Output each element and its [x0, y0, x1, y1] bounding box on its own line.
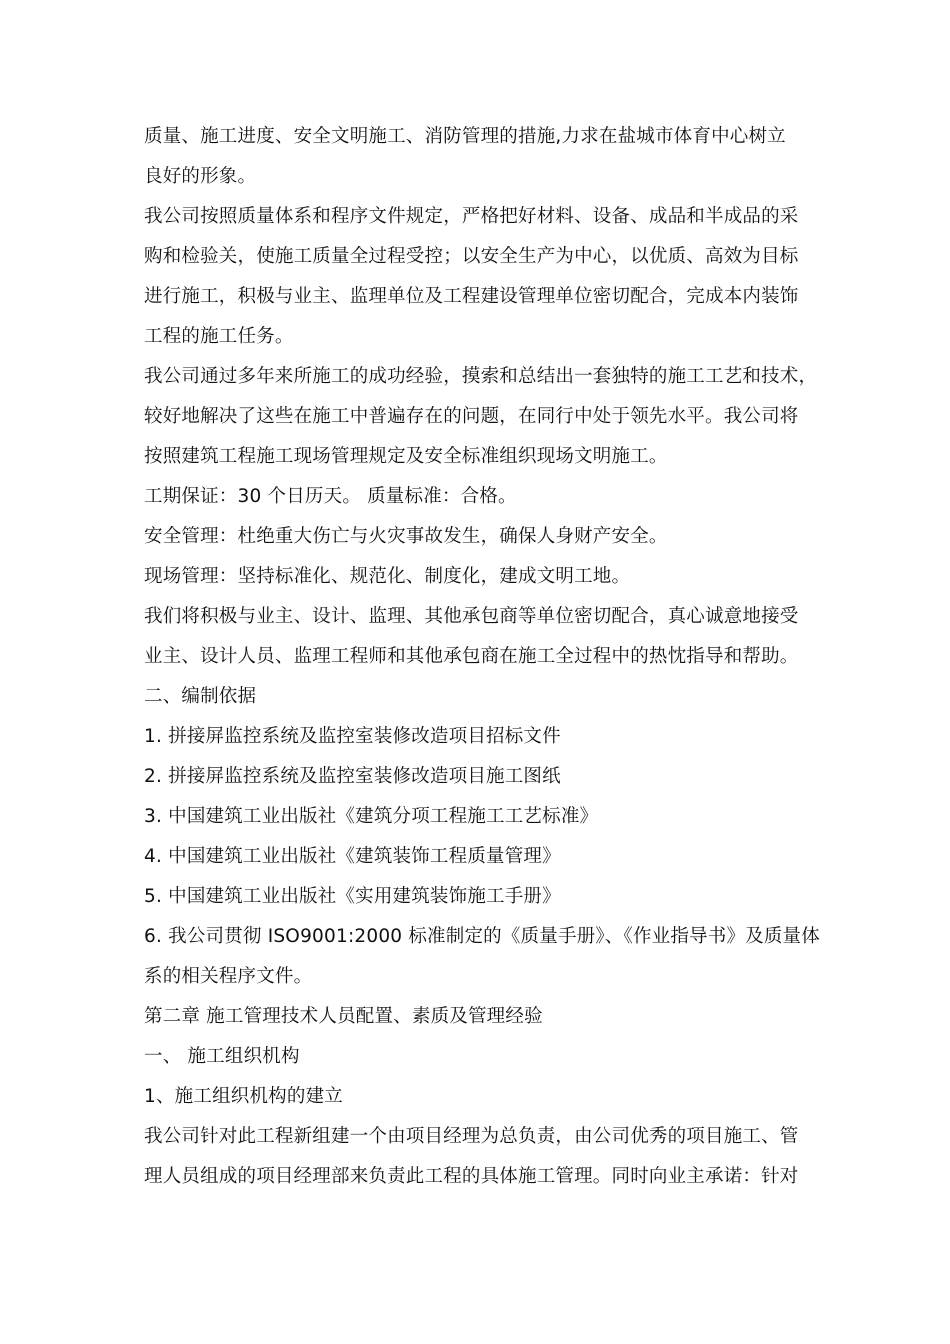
text-line: 良好的形象。 — [144, 166, 257, 187]
text-line: 我们将积极与业主、设计、监理、其他承包商等单位密切配合，真心诚意地接受 — [144, 606, 799, 627]
list-item: 2. 拼接屏监控系统及监控室装修改造项目施工图纸 — [144, 766, 561, 787]
text-line: 我公司通过多年来所施工的成功经验，摸索和总结出一套独特的施工工艺和技术， — [144, 366, 818, 387]
list-item-continuation: 系的相关程序文件。 — [144, 966, 313, 987]
list-item: 5. 中国建筑工业出版社《实用建筑装饰施工手册》 — [144, 886, 561, 907]
text-line: 进行施工，积极与业主、监理单位及工程建设管理单位密切配合，完成本内装饰 — [144, 286, 799, 307]
text-line: 业主、设计人员、监理工程师和其他承包商在施工全过程中的热忱指导和帮助。 — [144, 646, 799, 667]
text-line: 我公司针对此工程新组建一个由项目经理为总负责，由公司优秀的项目施工、管 — [144, 1126, 799, 1147]
text-line: 购和检验关，使施工质量全过程受控；以安全生产为中心，以优质、高效为目标 — [144, 246, 799, 267]
list-item: 3. 中国建筑工业出版社《建筑分项工程施工工艺标准》 — [144, 806, 599, 827]
text-line: 工期保证：30 个日历天。 质量标准：合格。 — [144, 486, 517, 507]
subsection-heading: 1、施工组织机构的建立 — [144, 1086, 343, 1107]
list-item: 4. 中国建筑工业出版社《建筑装饰工程质量管理》 — [144, 846, 561, 867]
text-line: 我公司按照质量体系和程序文件规定，严格把好材料、设备、成品和半成品的采 — [144, 206, 799, 227]
text-line: 工程的施工任务。 — [144, 326, 294, 347]
text-line: 按照建筑工程施工现场管理规定及安全标准组织现场文明施工。 — [144, 446, 668, 467]
text-line: 现场管理：坚持标准化、规范化、制度化，建成文明工地。 — [144, 566, 631, 587]
text-line: 较好地解决了这些在施工中普遍存在的问题，在同行中处于领先水平。我公司将 — [144, 406, 799, 427]
text-line: 质量、施工进度、安全文明施工、消防管理的措施,力求在盐城市体育中心树立 — [144, 126, 786, 147]
text-line: 安全管理：杜绝重大伤亡与火灾事故发生，确保人身财产安全。 — [144, 526, 668, 547]
section-heading: 二、编制依据 — [144, 686, 257, 707]
list-item: 6. 我公司贯彻 ISO9001:2000 标准制定的《质量手册》、《作业指导书》及质量体 — [144, 926, 820, 947]
list-item: 1. 拼接屏监控系统及监控室装修改造项目招标文件 — [144, 726, 561, 747]
chapter-heading: 第二章 施工管理技术人员配置、素质及管理经验 — [144, 1006, 543, 1027]
section-heading: 一、 施工组织机构 — [144, 1046, 300, 1067]
text-line: 理人员组成的项目经理部来负责此工程的具体施工管理。同时向业主承诺：针对 — [144, 1166, 799, 1187]
